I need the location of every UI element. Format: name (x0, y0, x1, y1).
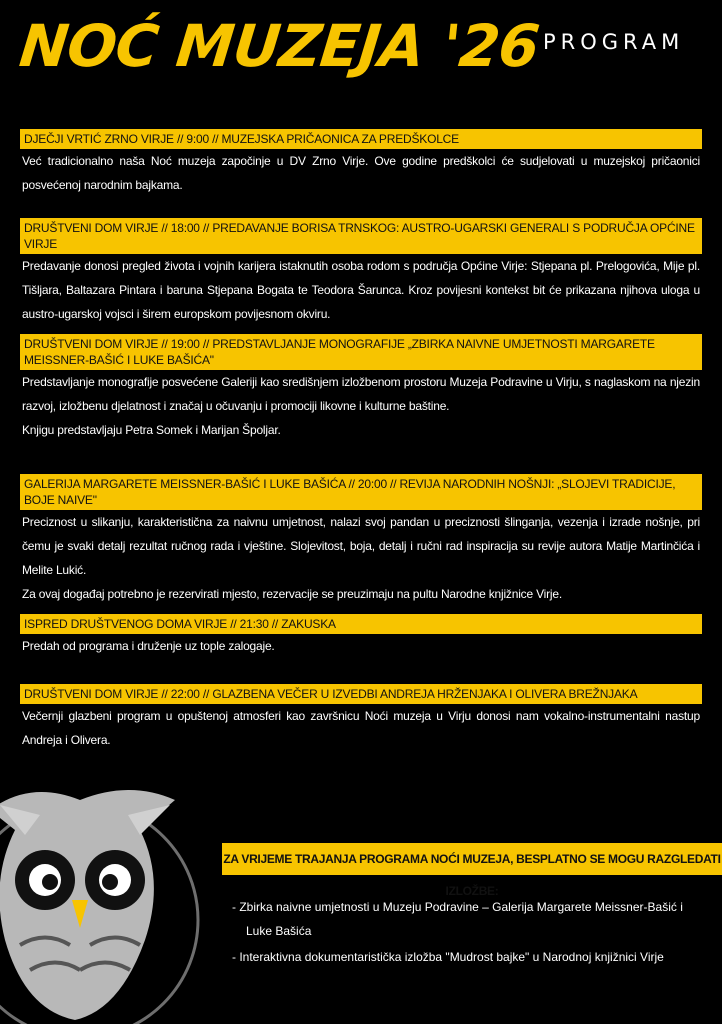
event-5 (0, 614, 722, 658)
event-paragraph: Predah od programa i druženje uz tople zalogaje. (22, 639, 275, 653)
event-1 (0, 129, 722, 197)
event-paragraph: Knjigu predstavljaju Petra Somek i Marijan Špoljar. (22, 423, 281, 437)
page-title: NOĆ MUZEJA '26 (16, 12, 542, 80)
event-paragraph: Predavanje donosi pregled života i vojnih karijera istaknutih osoba rodom s područja Općine Virje: Stjepana pl. Prelogovića, Mije pl. Tišljara, Baltazara Pintara i baruna Stjepana Bogata te Teodora Šarunca. Kroz povijesni kontekst bit će prikazana njihova uloga u austro-ugarskoj vojsci i širem europskom povijesnom okviru. (22, 259, 700, 321)
event-paragraph: Već tradicionalno naša Noć muzeja započinje u DV Zrno Virje. Ove godine predškolci će sudjelovati u muzejskoj pričaonici posvećenoj narodnim bajkama. (22, 154, 700, 192)
event-paragraph: Preciznost u slikanju, karakteristična za naivnu umjetnost, nalazi svoj pandan u preciznosti šlinganja, vezenja i izrade nošnje, pri čemu je svaki detalj rezultat ručnog rada i vještine. Slojevitost, boja, detalj i ručni rad inspiracija su revije autora Matije Martinčića i Melite Lukić. (22, 515, 700, 577)
exhibitions-heading: ZA VRIJEME TRAJANJA PROGRAMA NOĆI MUZEJA, BESPLATNO SE MOGU RAZGLEDATI IZLOŽBE: (222, 843, 722, 875)
event-3 (0, 334, 722, 442)
list-item: - Zbirka naivne umjetnosti u Muzeju Podravine – Galerija Margarete Meissner-Bašić i Luke Bašića (232, 900, 683, 938)
event-paragraph: Večernji glazbeni program u opuštenoj atmosferi kao završnicu Noći muzeja u Virju donosi nam vokalno-instrumentalni nastup Andreja i Olivera. (22, 709, 700, 747)
event-description (22, 704, 700, 752)
page-subtitle: PROGRAM (543, 30, 685, 54)
event-description (22, 149, 700, 197)
event-heading: DRUŠTVENI DOM VIRJE // 22:00 // GLAZBENA VEČER U IZVEDBI ANDREJA HRŽENJAKA I OLIVERA BREŽNJAKA (20, 684, 702, 704)
event-heading: DRUŠTVENI DOM VIRJE // 19:00 // PREDSTAVLJANJE MONOGRAFIJE „ZBIRKA NAIVNE UMJETNOSTI MARGARETE MEISSNER-BAŠIĆ I LUKE BAŠIĆA" (20, 334, 702, 370)
event-description (22, 510, 700, 606)
owl-icon (0, 770, 230, 1024)
list-item: - Interaktivna dokumentaristička izložba "Mudrost bajke" u Narodnoj knjižnici Virje (232, 950, 664, 964)
event-6 (0, 684, 722, 752)
event-description (22, 370, 700, 442)
event-heading: DJEČJI VRTIĆ ZRNO VIRJE // 9:00 // MUZEJSKA PRIČAONICA ZA PREDŠKOLCE (20, 129, 702, 149)
event-paragraph: Predstavljanje monografije posvećene Galeriji kao središnjem izložbenom prostoru Muzeja Podravine u Virju, s naglaskom na njezin razvoj, izložbenu djelatnost i značaj u očuvanju i promociji likovne i kulturne baštine. (22, 375, 700, 413)
event-heading: GALERIJA MARGARETE MEISSNER-BAŠIĆ I LUKE BAŠIĆA // 20:00 // REVIJA NARODNIH NOŠNJI: „SLOJEVI TRADICIJE, BOJE NAIVE" (20, 474, 702, 510)
event-heading: DRUŠTVENI DOM VIRJE // 18:00 // PREDAVANJE BORISA TRNSKOG: AUSTRO-UGARSKI GENERALI S PODRUČJA OPĆINE VIRJE (20, 218, 702, 254)
exhibitions-list (232, 895, 702, 971)
event-2 (0, 218, 722, 326)
event-description (22, 254, 700, 326)
event-description (22, 634, 700, 658)
event-heading: ISPRED DRUŠTVENOG DOMA VIRJE // 21:30 // ZAKUSKA (20, 614, 702, 634)
event-4 (0, 474, 722, 606)
event-paragraph: Za ovaj događaj potrebno je rezervirati mjesto, rezervacije se preuzimaju na pultu Narodne knjižnice Virje. (22, 587, 562, 601)
